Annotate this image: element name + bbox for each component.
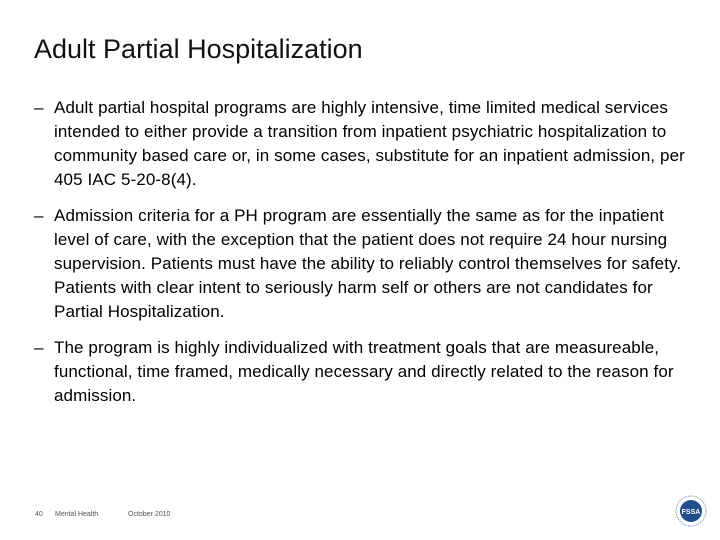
dash-marker: – (34, 338, 44, 357)
footer-date: October 2010 (128, 511, 171, 518)
page-number: 40 (35, 511, 43, 518)
dash-marker: – (34, 98, 44, 117)
bullet-text: Admission criteria for a PH program are essentially the same as for the inpatient level of care, with the exception that the patient does not require 24 hour nursing supervision. Patients must have the ability to reliably control themselves for safety. Patients with clear intent to seriously harm self or others are not candidates for Partial Hospitalization. (54, 206, 682, 321)
svg-text:FSSA: FSSA (681, 509, 701, 516)
bullet-text: Adult partial hospital programs are highly intensive, time limited medical services intended to either provide a transition from inpatient psychiatric hospitalization to community based care or, in some cases, substitute for an inpatient admission, per 405 IAC 5-20-8(4). (54, 98, 685, 189)
bullet-text: The program is highly individualized with treatment goals that are measureable, functional, time framed, medically necessary and directly related to the reason for admission. (54, 338, 674, 405)
fssa-logo-icon (675, 495, 707, 527)
footer-section: Mental Health (55, 511, 99, 518)
slide-title: Adult Partial Hospitalization (34, 34, 363, 64)
dash-marker: – (34, 206, 44, 225)
bullet-item (34, 336, 694, 408)
bullet-list (34, 96, 694, 420)
bullet-item (34, 96, 694, 192)
bullet-item (34, 204, 694, 324)
